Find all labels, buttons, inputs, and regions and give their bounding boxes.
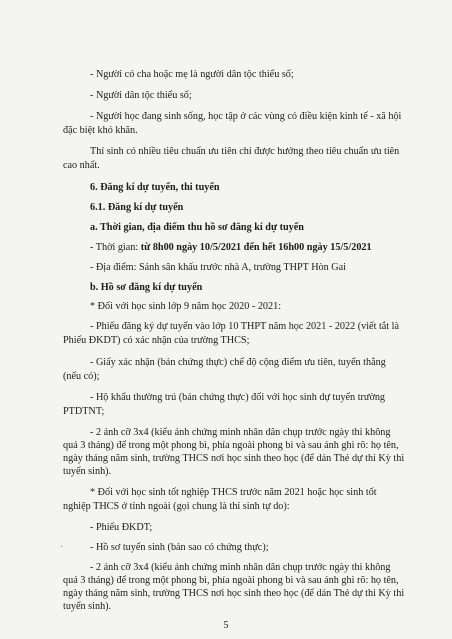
free-candidate-heading-line2: nghiệp THCS ở tỉnh ngoài (gọi chung là thí sinh tự do): [63, 501, 290, 512]
doc-item-certificate-line1: - Giấy xác nhận (bản chứng thực) chế độ cộng điểm ưu tiên, tuyển thẳng [90, 357, 386, 368]
section-heading-6: 6. Đăng kí dự tuyển, thi tuyển [90, 182, 220, 193]
priority-item-parent-ethnic: - Người có cha hoặc mẹ là người dân tộc thiểu số; [90, 69, 294, 80]
priority-item-region-line1: - Người học đang sinh sống, học tập ở các vùng có điều kiện kinh tế - xã hội [90, 111, 402, 122]
priority-item-region-line2: đặc biệt khó khăn. [63, 125, 138, 136]
scan-mark: · [60, 542, 64, 553]
doc-item-certificate-line2: (nếu có); [63, 371, 100, 382]
free-doc-item-photos-line4: tuyển sinh). [63, 601, 112, 612]
doc-item-form-line1: - Phiếu đăng ký dự tuyển vào lớp 10 THPT năm học 2021 - 2022 (viết tắt là [90, 321, 400, 332]
doc-item-household-line2: PTDTNT; [63, 406, 105, 417]
page-number: 5 [223, 620, 229, 631]
doc-item-form-line2: Phiếu ĐKDT) có xác nhận của trường THCS; [63, 335, 250, 346]
doc-item-photos-line4: tuyển sinh). [63, 466, 112, 477]
registration-location: - Địa điểm: Sảnh sân khấu trước nhà A, trường THPT Hòn Gai [90, 262, 346, 273]
section-heading-6-1: 6.1. Đăng kí dự tuyển [90, 202, 184, 213]
grade9-heading: * Đối với học sinh lớp 9 năm học 2020 - 2021: [90, 301, 282, 312]
priority-note-line1: Thí sinh có nhiều tiêu chuẩn ưu tiên chỉ được hưởng theo tiêu chuẩn ưu tiên [90, 146, 400, 157]
registration-time-value: từ 8h00 ngày 10/5/2021 đến hết 16h00 ngày 15/5/2021 [140, 242, 372, 253]
priority-note-line2: cao nhất. [63, 160, 100, 171]
subsection-heading-b: b. Hồ sơ đăng kí dự tuyển [90, 282, 203, 293]
free-doc-item-form: - Phiếu ĐKDT; [90, 522, 153, 533]
free-doc-item-photos-line1: - 2 ảnh cỡ 3x4 (kiểu ảnh chứng minh nhân dân chụp trước ngày thi không [90, 562, 391, 573]
doc-item-household-line1: - Hộ khẩu thường trú (bản chứng thực) đối với học sinh dự tuyển trường [90, 392, 386, 403]
priority-item-ethnic: - Người dân tộc thiểu số; [90, 90, 192, 101]
doc-item-photos-line2: quá 3 tháng) để trong một phong bì, phía ngoài phong bì và sau ảnh ghi rõ: họ tên, [63, 440, 399, 451]
doc-item-photos-line1: - 2 ảnh cỡ 3x4 (kiểu ảnh chứng minh nhân dân chụp trước ngày thi không [90, 427, 391, 438]
subsection-heading-a: a. Thời gian, địa điểm thu hồ sơ đăng kí dự tuyển [90, 222, 304, 233]
free-candidate-heading-line1: * Đối với học sinh tốt nghiệp THCS trước năm 2021 hoặc học sinh tốt [90, 487, 377, 498]
doc-item-photos-line3: ngày tháng năm sinh, trường THCS nơi học sinh theo học (để dán Thẻ dự thi Kỳ thi [63, 453, 405, 464]
registration-time [90, 241, 435, 254]
free-doc-item-records: - Hồ sơ tuyển sinh (bản sao có chứng thực); [90, 542, 269, 553]
free-doc-item-photos-line3: ngày tháng năm sinh, trường THCS nơi học sinh theo học (để dán Thẻ dự thi Kỳ thi [63, 588, 405, 599]
registration-time-label: - Thời gian: [90, 242, 141, 253]
free-doc-item-photos-line2: quá 3 tháng) để trong một phong bì, phía ngoài phong bì và sau ảnh ghi rõ: họ tên, [63, 575, 399, 586]
